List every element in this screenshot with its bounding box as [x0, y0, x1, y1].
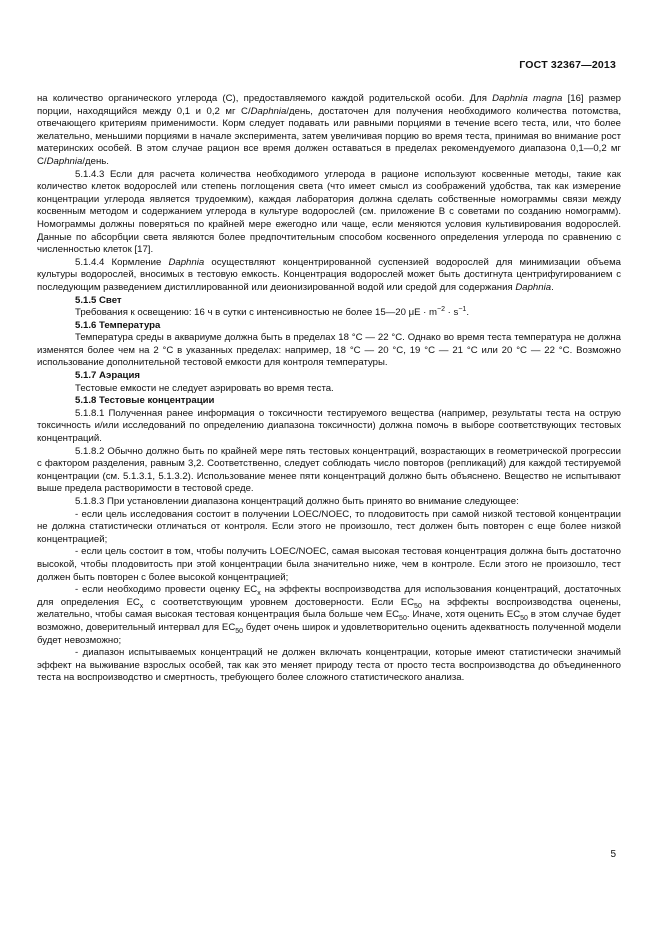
paragraph: - если цель исследования состоит в получении LOEC/NOEC, то плодовитость при самой низкой тестовой концентрации не должна статистически отличаться от контроля. Если этого не произошло, тест должен быть повторен с еще более низкой концентрацией;: [37, 508, 621, 545]
document-id: ГОСТ 32367—2013: [519, 59, 616, 71]
paragraph: - если необходимо провести оценку $ЕС_x$ на эффекты воспроизводства для использования концентраций, достаточных для определения $ЕС_x$ с соответствующим уровнем достоверности. Если $ЕС_{50}$ на эффекты воспроизводства оценены, желательно, чтобы самая высокая тестовая концентрация была больше чем $ЕС_{50}$. Иначе, хотя оценить $ЕС_{50}$ в этом случае будет возможно, доверительный интервал для $ЕС_{50}$ будет очень широк и удовлетворительно оценить адекватность полученной модели будет невозможно;: [37, 584, 622, 646]
page-number: 5: [610, 849, 616, 860]
paragraph: Температура среды в аквариуме должна быть в пределах 18 °С — 22 °С. Однако во время теста температура не должна изменятся более чем на 2 °С в указанных пределах: например, 18 °С — 20 °С, 19 °С — 21 °С или 20 °С — 22 °С. Возможно использование дополнительной тестовой емкости для контроля температуры.: [37, 332, 621, 369]
document-body: [37, 93, 621, 685]
paragraph: 5.1.4.3 Если для расчета количества необходимого углерода в рационе используют косвенные методы, такие как количество клеток водорослей или степень поглощения света (что имеет смысл из соображений удобства, так как измерение концентрации углерода является трудоемким), каждая лаборатория должна сделать собственные номограммы связи между косвенным методом и содержанием углерода в культуре водорослей (см. приложение В с советами по созданию номограмм). Номограммы должны поверяться по крайней мере ежегодно или чаще, если меняются условия культивирования водорослей. Данные по абсорбции света являются более предпочтительным способом косвенного определения углерода по сравнению с численностью клеток [17].: [37, 168, 621, 256]
paragraph: - диапазон испытываемых концентраций не должен включать концентрации, которые имеют статистически значимый эффект на выживание взрослых особей, так как это меняет природу теста от просто теста воспроизводства до объединенного теста на воспроизводство и смертность, требующего более сложного статистического анализа.: [37, 647, 621, 684]
section-heading: 5.1.5 Свет: [75, 294, 122, 306]
paragraph: 5.1.4.4 Кормление Daphnia осуществляют концентрированной суспензией водорослей для минимизации объема культуры водорослей, вносимых в тестовую емкость. Концентрация водорослей может быть достигнута центрифугированием с последующим разведением дистиллированной или деионизированной водой или средой для содержания Daphnia.: [37, 256, 621, 293]
section-heading: 5.1.8 Тестовые концентрации: [75, 395, 215, 407]
paragraph: Тестовые емкости не следует аэрировать во время теста.: [75, 382, 334, 394]
paragraph: - если цель состоит в том, чтобы получить LOEC/NOEC, самая высокая тестовая концентрация должна быть достаточно высокой, чтобы плодовитость при этой концентрации была значительно ниже, чем в контроле. Если этого не произошло, тест должен быть повторен с более высокой концентрацией;: [37, 546, 621, 583]
paragraph: 5.1.8.2 Обычно должно быть по крайней мере пять тестовых концентраций, возрастающих в геометрической прогрессии с фактором разделения, равным 3,2. Соответственно, следует соблюдать число повторов (репликаций) для каждой тестируемой концентрации (см. 5.1.3.1, 5.1.3.2). Использование менее пяти концентраций должно быть объяснено. Вещество не испытывают выше предела растворимости в тестовой среде.: [37, 445, 621, 495]
paragraph: 5.1.8.3 При установлении диапазона концентраций должно быть принято во внимание следующее:: [75, 496, 519, 507]
section-heading: 5.1.6 Температура: [75, 319, 161, 331]
paragraph: на количество органического углерода (С), предоставляемого каждой родительской особи. Для Daphnia magna [16] размер порции, находящийся между 0,1 и 0,2 мг С/Daphnia/день, достаточен для получения необходимого количества потомства, отвечающего критериям применимости. Корм следует подавать или равными порциями в течение всего теста, или, что более желательно, меньшими порциями в начале эксперимента, затем увеличивая порцию во время теста, принимая во внимание рост материнских особей. В этом случае рацион все время должен оставаться в пределах рекомендуемого диапазона 0,1—0,2 мг С/Daphnia/день.: [37, 93, 621, 167]
paragraph: Требования к освещению: 16 ч в сутки с интенсивностью не более 15—20 $\mu E \cdot m^{-2} \cdot s^{-1}$.: [75, 305, 469, 319]
section-heading: 5.1.7 Аэрация: [75, 370, 140, 382]
paragraph: 5.1.8.1 Полученная ранее информация о токсичности тестируемого вещества (например, результаты теста на острую токсичность и/или исследований по определению диапазона токсичности) должна помочь в выборе соответствующих тестовых концентраций.: [37, 407, 621, 445]
